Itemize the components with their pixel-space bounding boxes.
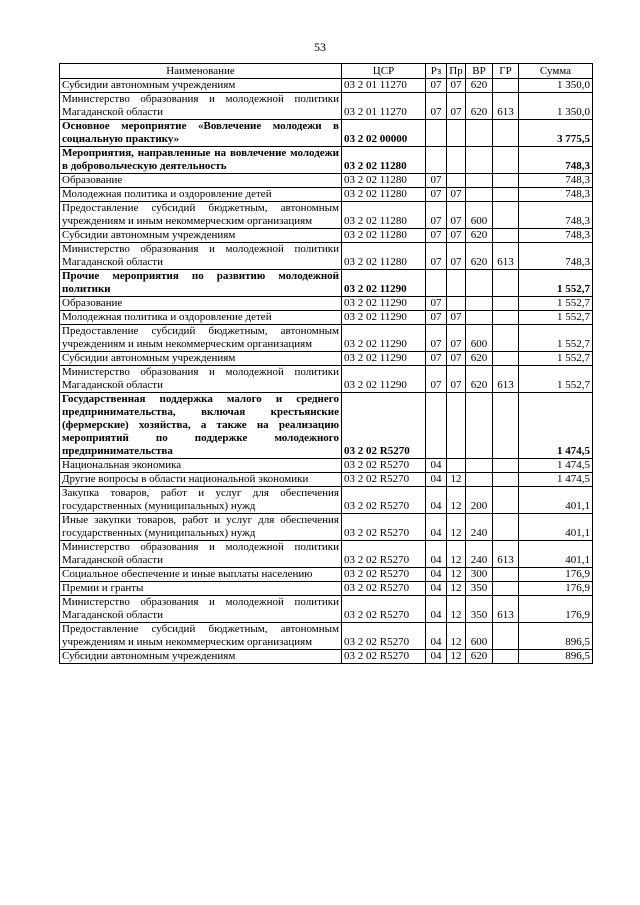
table-row — [60, 311, 593, 325]
table-row — [60, 188, 593, 202]
table-row — [60, 623, 593, 650]
cell-gr — [493, 202, 519, 229]
table-row — [60, 202, 593, 229]
cell-pr: 07 — [447, 311, 466, 325]
cell-gr — [493, 650, 519, 664]
cell-vr — [466, 459, 493, 473]
table-row — [60, 79, 593, 93]
cell-name: Субсидии автономным учреждениям — [60, 650, 342, 664]
cell-csr: 03 2 02 00000 — [342, 120, 426, 147]
cell-pr: 12 — [447, 514, 466, 541]
cell-gr: 613 — [493, 93, 519, 120]
table-row — [60, 582, 593, 596]
cell-sum: 1 552,7 — [519, 311, 593, 325]
cell-name: Предоставление субсидий бюджетным, автономным учреждениям и иным некоммерческим организациям — [60, 325, 342, 352]
table-row — [60, 174, 593, 188]
cell-rz: 04 — [426, 514, 447, 541]
cell-name: Другие вопросы в области национальной экономики — [60, 473, 342, 487]
table-body — [60, 79, 593, 664]
cell-pr — [447, 147, 466, 174]
table-row — [60, 93, 593, 120]
cell-csr: 03 2 02 11280 — [342, 188, 426, 202]
table-row — [60, 325, 593, 352]
cell-gr: 613 — [493, 596, 519, 623]
cell-sum: 748,3 — [519, 174, 593, 188]
cell-vr — [466, 270, 493, 297]
cell-gr — [493, 297, 519, 311]
cell-sum: 1 552,7 — [519, 352, 593, 366]
budget-table — [59, 63, 593, 664]
table-row — [60, 487, 593, 514]
cell-name: Иные закупки товаров, работ и услуг для обеспечения государственных (муниципальных) нужд — [60, 514, 342, 541]
cell-pr: 07 — [447, 79, 466, 93]
cell-vr: 350 — [466, 582, 493, 596]
cell-csr: 03 2 02 R5270 — [342, 596, 426, 623]
cell-vr: 620 — [466, 229, 493, 243]
cell-pr: 07 — [447, 202, 466, 229]
cell-vr: 620 — [466, 93, 493, 120]
cell-csr: 03 2 02 R5270 — [342, 582, 426, 596]
cell-sum: 748,3 — [519, 147, 593, 174]
table-row — [60, 243, 593, 270]
cell-sum: 3 775,5 — [519, 120, 593, 147]
cell-pr: 07 — [447, 352, 466, 366]
table-row — [60, 459, 593, 473]
cell-pr: 12 — [447, 582, 466, 596]
cell-gr — [493, 459, 519, 473]
cell-pr: 12 — [447, 623, 466, 650]
table-row — [60, 147, 593, 174]
cell-rz — [426, 270, 447, 297]
cell-csr: 03 2 02 R5270 — [342, 459, 426, 473]
cell-rz: 04 — [426, 623, 447, 650]
table-row — [60, 514, 593, 541]
cell-rz: 04 — [426, 596, 447, 623]
cell-name: Государственная поддержка малого и среднего предпринимательства, включая крестьянские (фермерские) хозяйства, а также на реализацию мероприятий по поддержке молодежного предпринимательства — [60, 393, 342, 459]
cell-pr: 12 — [447, 473, 466, 487]
cell-gr — [493, 393, 519, 459]
cell-vr: 240 — [466, 514, 493, 541]
cell-sum: 176,9 — [519, 582, 593, 596]
table-row — [60, 393, 593, 459]
cell-pr: 07 — [447, 93, 466, 120]
header-name: Наименование — [60, 64, 342, 79]
cell-vr: 240 — [466, 541, 493, 568]
cell-csr: 03 2 02 R5270 — [342, 393, 426, 459]
cell-pr: 07 — [447, 229, 466, 243]
header-vr: ВР — [466, 64, 493, 79]
cell-name: Предоставление субсидий бюджетным, автономным учреждениям и иным некоммерческим организациям — [60, 623, 342, 650]
cell-gr: 613 — [493, 243, 519, 270]
cell-rz: 04 — [426, 473, 447, 487]
cell-pr — [447, 174, 466, 188]
header-pr: Пр — [447, 64, 466, 79]
cell-gr — [493, 174, 519, 188]
cell-pr — [447, 297, 466, 311]
cell-name: Министерство образования и молодежной политики Магаданской области — [60, 366, 342, 393]
cell-name: Молодежная политика и оздоровление детей — [60, 188, 342, 202]
cell-csr: 03 2 02 R5270 — [342, 623, 426, 650]
cell-sum: 401,1 — [519, 487, 593, 514]
cell-vr: 200 — [466, 487, 493, 514]
cell-csr: 03 2 02 R5270 — [342, 487, 426, 514]
cell-rz: 07 — [426, 202, 447, 229]
cell-name: Образование — [60, 297, 342, 311]
cell-pr — [447, 120, 466, 147]
table-row — [60, 352, 593, 366]
cell-name: Министерство образования и молодежной политики Магаданской области — [60, 243, 342, 270]
table-row — [60, 473, 593, 487]
cell-csr: 03 2 02 R5270 — [342, 473, 426, 487]
cell-csr: 03 2 02 R5270 — [342, 514, 426, 541]
cell-gr — [493, 325, 519, 352]
cell-csr: 03 2 01 11270 — [342, 79, 426, 93]
cell-pr: 12 — [447, 568, 466, 582]
cell-pr: 07 — [447, 366, 466, 393]
cell-sum: 401,1 — [519, 541, 593, 568]
table-row — [60, 297, 593, 311]
cell-csr: 03 2 02 11290 — [342, 352, 426, 366]
cell-rz: 07 — [426, 311, 447, 325]
cell-csr: 03 2 02 R5270 — [342, 541, 426, 568]
cell-csr: 03 2 02 11290 — [342, 297, 426, 311]
cell-sum: 896,5 — [519, 623, 593, 650]
cell-sum: 176,9 — [519, 596, 593, 623]
cell-vr — [466, 297, 493, 311]
cell-gr — [493, 147, 519, 174]
cell-pr — [447, 270, 466, 297]
cell-gr: 613 — [493, 366, 519, 393]
cell-rz: 04 — [426, 582, 447, 596]
cell-name: Прочие мероприятия по развитию молодежной политики — [60, 270, 342, 297]
table-row — [60, 270, 593, 297]
cell-rz — [426, 147, 447, 174]
cell-gr — [493, 623, 519, 650]
cell-gr — [493, 120, 519, 147]
cell-vr — [466, 174, 493, 188]
cell-vr: 620 — [466, 243, 493, 270]
cell-sum: 1 350,0 — [519, 93, 593, 120]
cell-rz: 07 — [426, 188, 447, 202]
cell-sum: 748,3 — [519, 202, 593, 229]
cell-name: Образование — [60, 174, 342, 188]
cell-name: Предоставление субсидий бюджетным, автономным учреждениям и иным некоммерческим организациям — [60, 202, 342, 229]
cell-rz: 04 — [426, 541, 447, 568]
cell-sum: 1 552,7 — [519, 325, 593, 352]
cell-gr — [493, 473, 519, 487]
cell-rz: 07 — [426, 297, 447, 311]
cell-pr: 12 — [447, 650, 466, 664]
cell-rz: 04 — [426, 568, 447, 582]
cell-rz: 07 — [426, 366, 447, 393]
cell-vr: 350 — [466, 596, 493, 623]
cell-vr: 600 — [466, 202, 493, 229]
cell-pr: 07 — [447, 325, 466, 352]
cell-csr: 03 2 02 11290 — [342, 311, 426, 325]
table-row — [60, 568, 593, 582]
cell-rz — [426, 120, 447, 147]
cell-name: Министерство образования и молодежной политики Магаданской области — [60, 93, 342, 120]
cell-csr: 03 2 02 11290 — [342, 270, 426, 297]
cell-gr — [493, 311, 519, 325]
cell-gr — [493, 79, 519, 93]
cell-sum: 748,3 — [519, 229, 593, 243]
cell-vr: 300 — [466, 568, 493, 582]
cell-name: Министерство образования и молодежной политики Магаданской области — [60, 541, 342, 568]
cell-rz: 07 — [426, 79, 447, 93]
cell-rz: 04 — [426, 650, 447, 664]
cell-rz: 07 — [426, 229, 447, 243]
cell-vr: 620 — [466, 366, 493, 393]
cell-csr: 03 2 01 11270 — [342, 93, 426, 120]
cell-pr: 07 — [447, 188, 466, 202]
cell-sum: 748,3 — [519, 188, 593, 202]
cell-csr: 03 2 02 11280 — [342, 147, 426, 174]
cell-name: Премии и гранты — [60, 582, 342, 596]
cell-name: Мероприятия, направленные на вовлечение молодежи в добровольческую деятельность — [60, 147, 342, 174]
cell-name: Субсидии автономным учреждениям — [60, 229, 342, 243]
header-sum: Сумма — [519, 64, 593, 79]
header-gr: ГР — [493, 64, 519, 79]
cell-pr: 12 — [447, 541, 466, 568]
table-row — [60, 541, 593, 568]
cell-vr — [466, 473, 493, 487]
cell-gr — [493, 352, 519, 366]
cell-sum: 1 474,5 — [519, 459, 593, 473]
table-row — [60, 366, 593, 393]
table-header-row — [60, 64, 593, 79]
cell-rz: 07 — [426, 325, 447, 352]
cell-name: Закупка товаров, работ и услуг для обеспечения государственных (муниципальных) нужд — [60, 487, 342, 514]
cell-csr: 03 2 02 11290 — [342, 366, 426, 393]
table-row — [60, 229, 593, 243]
header-csr: ЦСР — [342, 64, 426, 79]
cell-name: Основное мероприятие «Вовлечение молодежи в социальную практику» — [60, 120, 342, 147]
cell-rz: 07 — [426, 243, 447, 270]
cell-gr — [493, 487, 519, 514]
cell-sum: 748,3 — [519, 243, 593, 270]
cell-pr: 12 — [447, 596, 466, 623]
cell-sum: 1 552,7 — [519, 366, 593, 393]
cell-gr — [493, 568, 519, 582]
cell-sum: 401,1 — [519, 514, 593, 541]
cell-vr — [466, 188, 493, 202]
cell-rz: 07 — [426, 352, 447, 366]
cell-csr: 03 2 02 R5270 — [342, 568, 426, 582]
cell-vr — [466, 311, 493, 325]
cell-vr: 620 — [466, 352, 493, 366]
cell-pr: 12 — [447, 487, 466, 514]
cell-gr — [493, 270, 519, 297]
cell-sum: 1 552,7 — [519, 297, 593, 311]
cell-vr: 620 — [466, 650, 493, 664]
cell-vr: 600 — [466, 325, 493, 352]
table-row — [60, 650, 593, 664]
cell-rz: 04 — [426, 459, 447, 473]
cell-csr: 03 2 02 R5270 — [342, 650, 426, 664]
cell-name: Национальная экономика — [60, 459, 342, 473]
table-row — [60, 596, 593, 623]
cell-vr — [466, 147, 493, 174]
cell-gr — [493, 229, 519, 243]
cell-rz: 07 — [426, 93, 447, 120]
cell-rz: 07 — [426, 174, 447, 188]
cell-rz — [426, 393, 447, 459]
cell-csr: 03 2 02 11280 — [342, 202, 426, 229]
cell-gr — [493, 514, 519, 541]
cell-gr — [493, 582, 519, 596]
cell-sum: 896,5 — [519, 650, 593, 664]
cell-sum: 1 474,5 — [519, 473, 593, 487]
cell-pr — [447, 459, 466, 473]
cell-name: Субсидии автономным учреждениям — [60, 79, 342, 93]
cell-sum: 1 350,0 — [519, 79, 593, 93]
cell-pr: 07 — [447, 243, 466, 270]
cell-csr: 03 2 02 11280 — [342, 243, 426, 270]
cell-sum: 176,9 — [519, 568, 593, 582]
table-row — [60, 120, 593, 147]
cell-vr — [466, 120, 493, 147]
cell-name: Субсидии автономным учреждениям — [60, 352, 342, 366]
cell-name: Социальное обеспечение и иные выплаты населению — [60, 568, 342, 582]
header-rz: Рз — [426, 64, 447, 79]
cell-csr: 03 2 02 11290 — [342, 325, 426, 352]
cell-name: Молодежная политика и оздоровление детей — [60, 311, 342, 325]
cell-gr — [493, 188, 519, 202]
cell-csr: 03 2 02 11280 — [342, 174, 426, 188]
cell-gr: 613 — [493, 541, 519, 568]
cell-csr: 03 2 02 11280 — [342, 229, 426, 243]
cell-pr — [447, 393, 466, 459]
cell-sum: 1 474,5 — [519, 393, 593, 459]
cell-name: Министерство образования и молодежной политики Магаданской области — [60, 596, 342, 623]
cell-vr — [466, 393, 493, 459]
page-number: 53 — [314, 40, 326, 54]
cell-vr: 620 — [466, 79, 493, 93]
cell-vr: 600 — [466, 623, 493, 650]
cell-rz: 04 — [426, 487, 447, 514]
cell-sum: 1 552,7 — [519, 270, 593, 297]
